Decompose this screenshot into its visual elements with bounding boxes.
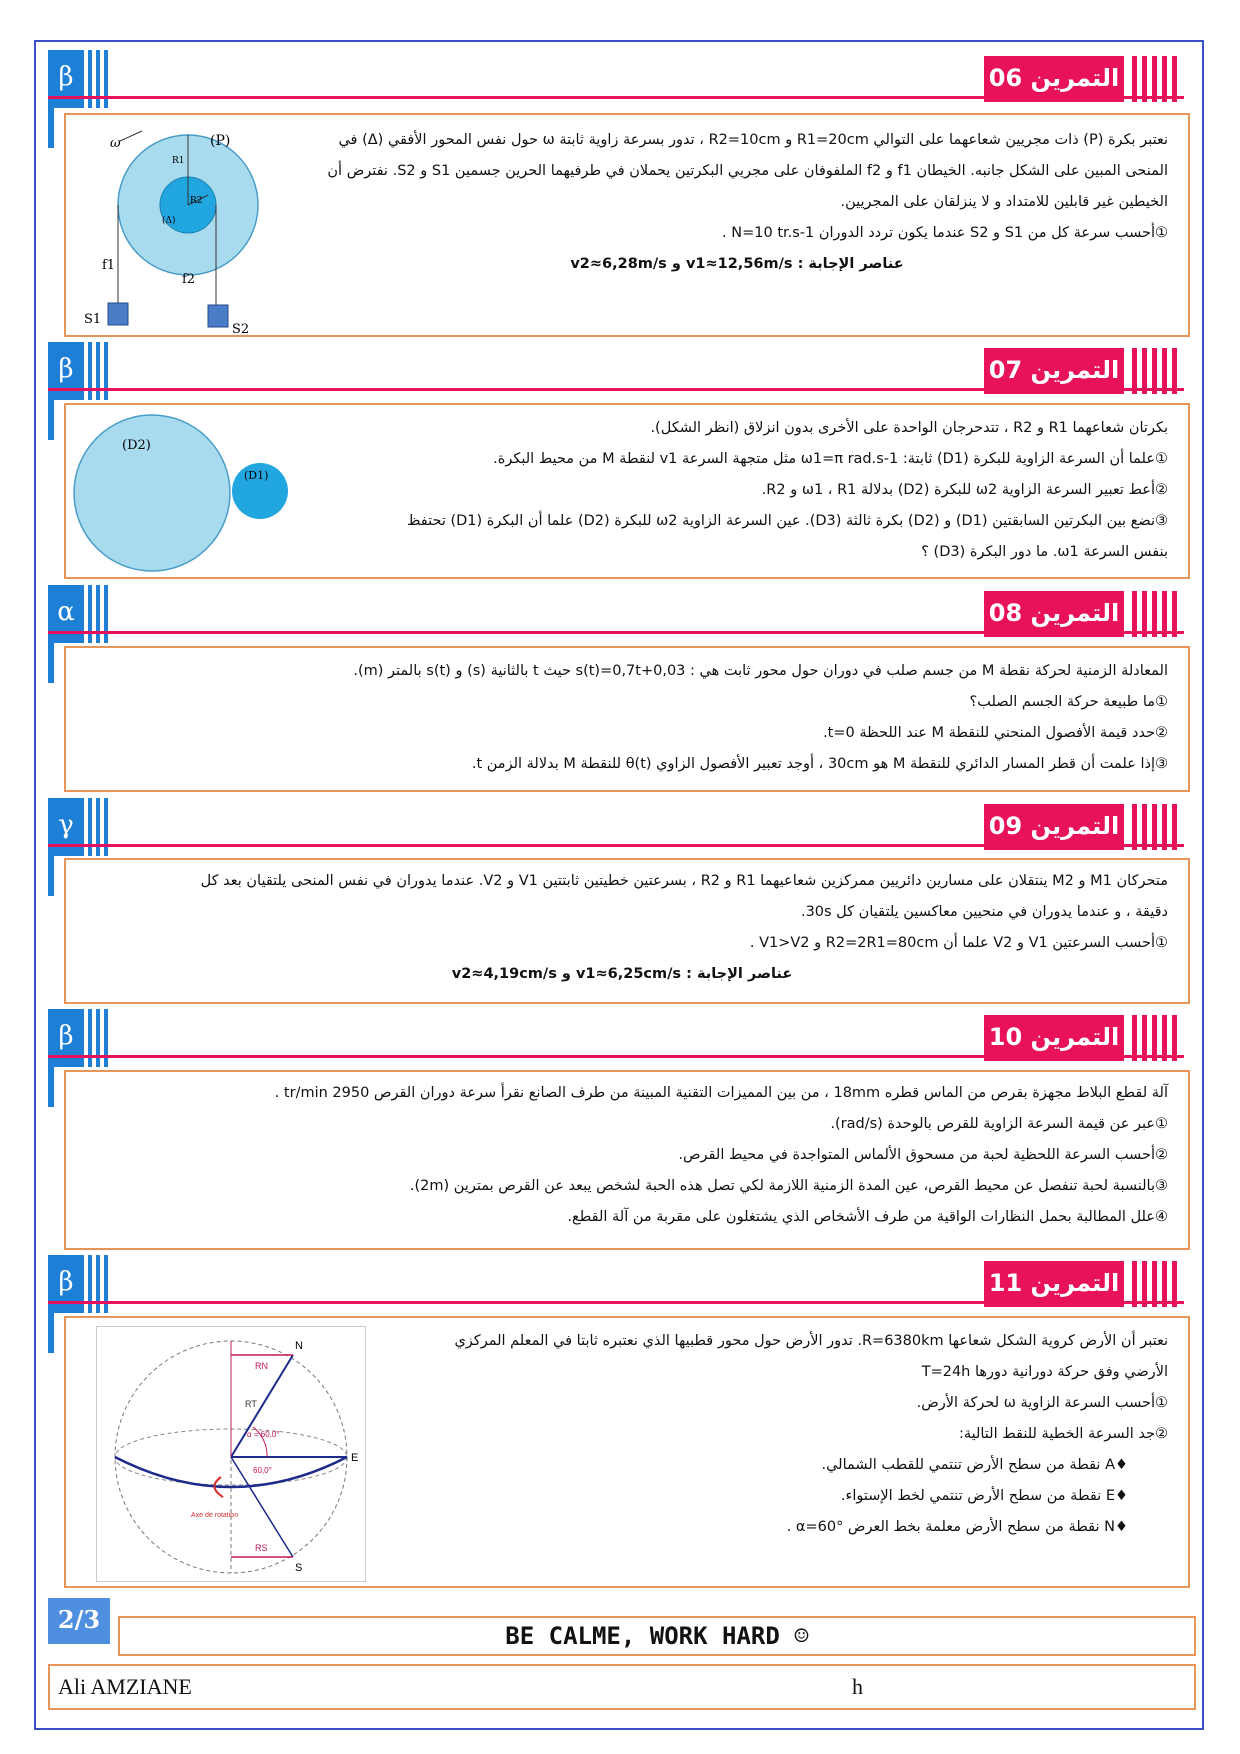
- section-10-title: التمرين 10: [984, 1015, 1184, 1061]
- section-09-title: التمرين 09: [984, 804, 1184, 850]
- exercise-08-text: المعادلة الزمنية لحركة نقطة M من جسم صلب في دوران حول محور ثابت هي : s(t)=0,7t+0,03 حيث t بالثانية (s) و s(t) بالمتر (m). ①ما طبيعة حركة الجسم الصلب؟ ②حدد قيمة الأفصول المنحني للنقطة M عند اللحظة t=0. ③إذا علمت أن قطر المسار الدائري للنقطة M هو 30cm ، أوجد تعبير الأفصول الزاوي θ(t) للنقطة M بدلالة الزمن t.: [353, 663, 1168, 772]
- section-06-title: التمرين 06: [984, 56, 1184, 102]
- exercise-09-box: [64, 858, 1190, 1004]
- exercise-11-text: نعتبر أن الأرض كروية الشكل شعاعها R=6380km. تدور الأرض حول محور قطبيها الذي نعتبره ثابتا في المعلم المركزي الأرضي وفق حركة دورانية دورها T=24h ①أحسب السرعة الزاوية ω لحركة الأرض. ②جد السرعة الخطية للنقط التالية: ♦A نقطة من سطح الأرض تنتمي للقطب الشمالي. ♦E نقطة من سطح الأرض تنتمي لخط الإستواء. ♦N نقطة من سطح الأرض معلمة بخط العرض α=60° .: [454, 1333, 1168, 1535]
- exercise-09-text: متحركان M1 و M2 ينتقلان على مسارين دائريين ممركزين شعاعيهما R1 و R2 ، بسرعتين خطيتين ثابتتين V1 و V2. عندما يدوران في نفس المنحى يلتقيان بعد كل دقيقة ، و عندما يدوران في منحيين معاكسين يلتقيان كل 30s. ①أحسب السرعتين V1 و V2 علما أن R2=2R1=80cm و V1>V2 . عناصر الإجابة : v1≈6,25cm/s و v2≈4,19cm/s: [76, 866, 1168, 990]
- svg-text:(P): (P): [210, 133, 231, 149]
- earth-figure: [96, 1326, 366, 1582]
- footer-mark: h: [852, 1674, 863, 1699]
- svg-text:Axe de rotation: Axe de rotation: [191, 1512, 239, 1519]
- exercise-06-box: [64, 113, 1190, 337]
- svg-text:(D1): (D1): [244, 469, 269, 482]
- section-08-marker: α: [48, 585, 114, 643]
- rolling-pulleys-figure: [70, 411, 300, 575]
- motto: BE CALME, WORK HARD ☺: [118, 1616, 1196, 1656]
- exercise-08-box: [64, 646, 1190, 792]
- section-11-marker: β: [48, 1255, 114, 1313]
- svg-text:S2: S2: [232, 322, 250, 335]
- exercise-06-text: نعتبر بكرة (P) ذات مجريين شعاعهما على التوالي R1=20cm و R2=10cm ، تدور بسرعة زاوية ثابتة ω حول نفس المحور الأفقي (Δ) في المنحى المبين على الشكل جانبه. الخيطان f1 و f2 الملفوفان على مجريي البكرتين يحملان في طرفيهما الحرين جسمين S1 و S2. نفترض أن الخيطين غير قابلين للامتداد و لا ينزلقان على المجريين. ①أحسب سرعة كل من S1 و S2 عندما يكون تردد الدوران N=10 tr.s-1 . عناصر الإجابة : v1≈12,56m/s و v2≈6,28m/s: [306, 125, 1168, 280]
- level-glyph: β: [48, 50, 84, 108]
- exercise-10-text: آلة لقطع البلاط مجهزة بقرص من الماس قطره 18mm ، من بين المميزات التقنية المبينة من طرف الصانع نقرأ سرعة دوران القرص 2950 tr/min . ①عبر عن قيمة السرعة الزاوية للقرص بالوحدة (rad/s). ②أحسب السرعة اللحظية لحبة من مسحوق الألماس المتواجدة في محيط القرص. ③بالنسبة لحبة تنفصل عن محيط القرص، عين المدة الزمنية اللازمة لكي تصل هذه الحبة لشخص يبعد عن القرص بمترين (2m). ④علل المطالبة بحمل النظارات الواقية من طرف الأشخاص الذي يشتغلون على مقربة من آلة القطع.: [274, 1085, 1168, 1225]
- section-10-marker: β: [48, 1009, 114, 1067]
- svg-text:RT: RT: [245, 1399, 257, 1409]
- svg-text:S1: S1: [84, 312, 102, 327]
- section-07-marker: β: [48, 342, 114, 400]
- exercise-07-box: [64, 403, 1190, 579]
- svg-text:(Δ): (Δ): [162, 216, 176, 226]
- svg-text:f2: f2: [182, 272, 196, 287]
- svg-text:(D2): (D2): [122, 438, 151, 453]
- footer: [48, 1664, 1196, 1710]
- svg-text:f1: f1: [102, 258, 116, 273]
- svg-text:R2: R2: [190, 196, 203, 206]
- svg-text:60,0°: 60,0°: [253, 1466, 272, 1475]
- svg-text:RN: RN: [255, 1361, 268, 1371]
- exercise-07-text: بكرتان شعاعهما R1 و R2 ، تتدحرجان الواحدة على الأخرى بدون انزلاق (انظر الشكل). ①علما أن السرعة الزاوية للبكرة (D1) ثابتة: ω1=π rad.s-1 مثل متجهة السرعة v1 لنقطة M من محيط البكرة. ②أعط تعبير السرعة الزاوية ω2 للبكرة (D2) بدلالة ω1 ، R1 و R2. ③نضع بين البكرتين السابقتين (D1) و (D2) بكرة ثالثة (D3). عين السرعة الزاوية ω2 للبكرة (D2) علما أن البكرة (D1) تحتفظ بنفس السرعة ω1. ما دور البكرة (D3) ؟: [407, 420, 1168, 560]
- author: Ali AMZIANE: [58, 1674, 192, 1699]
- section-08-title: التمرين 08: [984, 591, 1184, 637]
- page-number: 2/3: [48, 1598, 110, 1644]
- exercise-10-box: [64, 1070, 1190, 1250]
- svg-text:E: E: [351, 1452, 359, 1464]
- svg-text:ω: ω: [110, 136, 121, 151]
- pulley-figure: [80, 123, 310, 335]
- svg-text:S: S: [295, 1562, 303, 1574]
- svg-text:N: N: [295, 1340, 303, 1352]
- svg-text:R1: R1: [172, 156, 185, 166]
- svg-text:RS: RS: [255, 1543, 268, 1553]
- answer: عناصر الإجابة : v1≈6,25cm/s و v2≈4,19cm/s: [451, 966, 793, 982]
- answer: عناصر الإجابة : v1≈12,56m/s و v2≈6,28m/s: [570, 256, 904, 272]
- section-11-title: التمرين 11: [984, 1261, 1184, 1307]
- section-07-title: التمرين 07: [984, 348, 1184, 394]
- exercise-11-box: [64, 1316, 1190, 1588]
- svg-text:α = 60,0°: α = 60,0°: [247, 1430, 280, 1439]
- section-09-marker: γ: [48, 798, 114, 856]
- section-06-marker: [48, 50, 114, 108]
